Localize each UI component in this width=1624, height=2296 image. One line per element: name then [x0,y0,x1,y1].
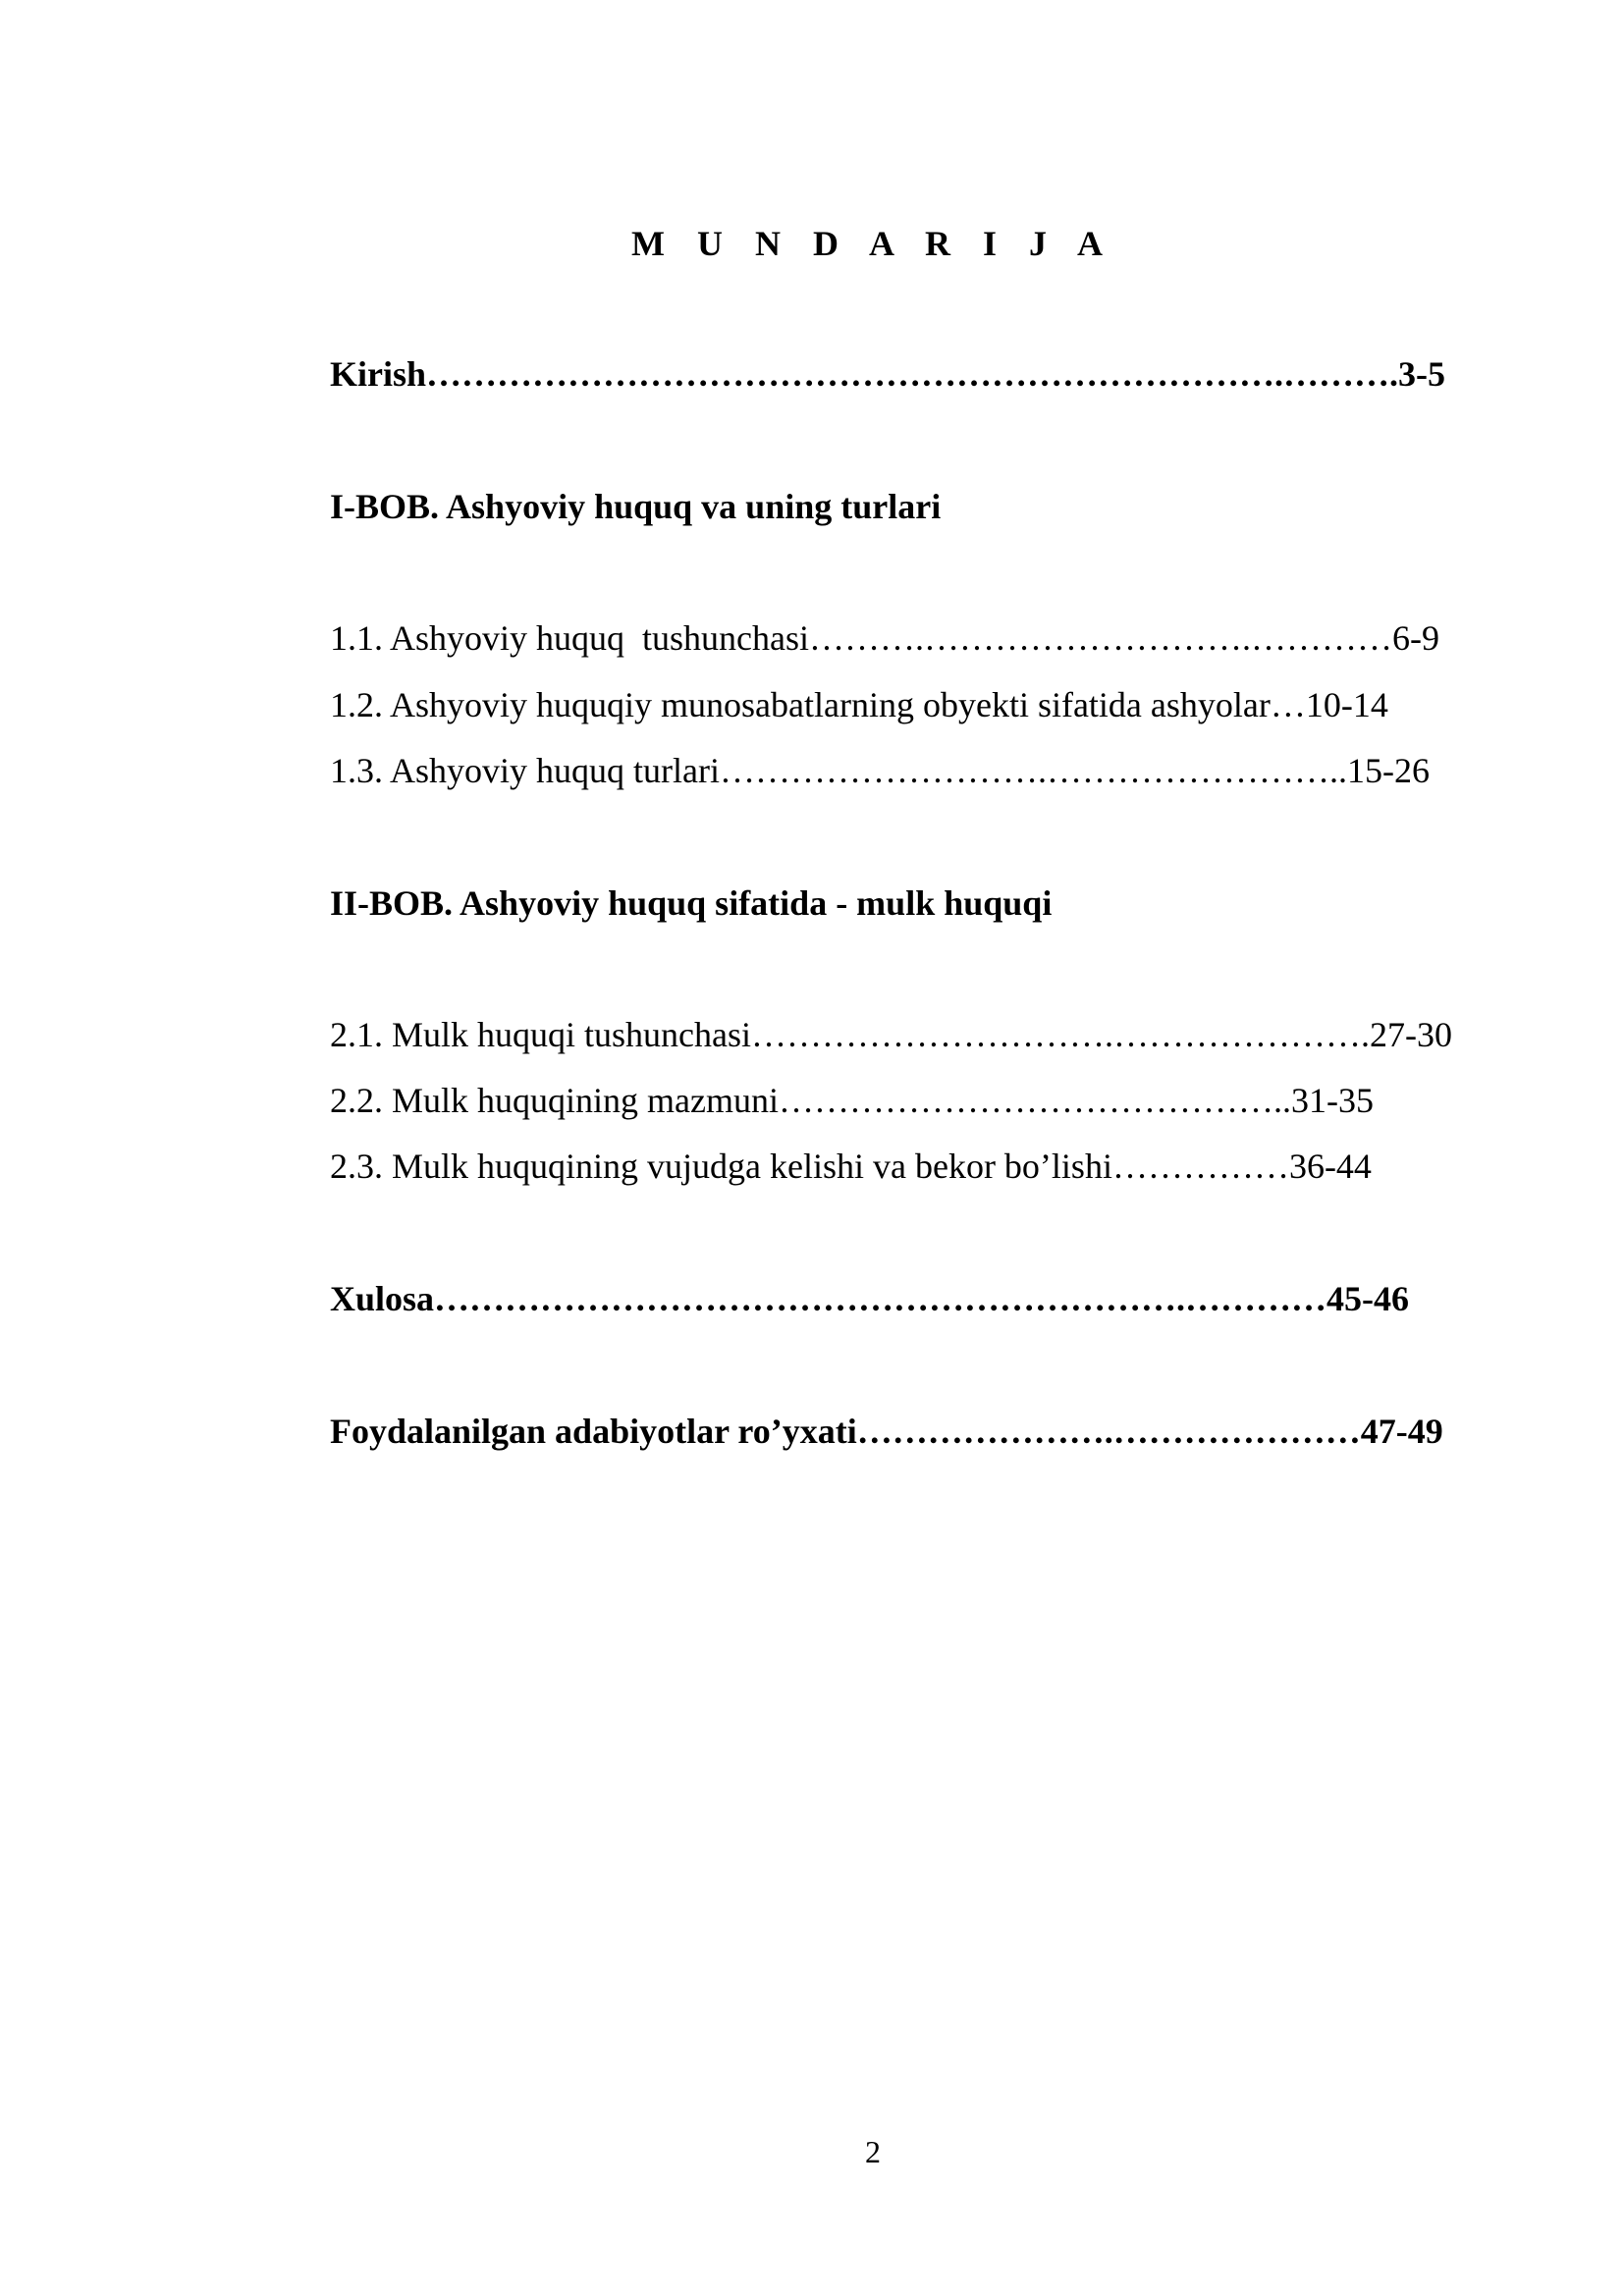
chapter1-heading: I-BOB. Ashyoviy huquq va uning turlari [330,487,942,526]
toc-entry-1-2: 1.2. Ashyoviy huquqiy munosabatlarning obyekti sifatida ashyolar…10-14 [330,685,1388,724]
toc-entry-1-3: 1.3. Ashyoviy huquq turlari……………………….……………………..15-26 [330,751,1430,790]
toc-entry-1-1: 1.1. Ashyoviy huquq tushunchasi……….……………………….…………6-9 [330,618,1439,658]
toc-entry-kirish: Kirish……………………………………………………………….……….3-5 [330,354,1446,394]
toc-entry-xulosa: Xulosa……………………………………………………….…………45-46 [330,1279,1410,1318]
page-title: M U N D A R I J A [630,224,1115,263]
toc-entry-2-2: 2.2. Mulk huquqining mazmuni……………………………………..31-35 [330,1081,1374,1120]
toc-entry-references: Foydalanilgan adabiyotlar ro’yxati………………….…………………47-49 [330,1412,1443,1451]
chapter2-heading: II-BOB. Ashyoviy huquq sifatida - mulk huquqi [330,883,1053,923]
page-number: 2 [865,2134,881,2169]
toc-entry-2-1: 2.1. Mulk huquqi tushunchasi………………………….………………….27-30 [330,1015,1452,1054]
toc-entry-2-3: 2.3. Mulk huquqining vujudga kelishi va bekor bo’lishi……………36-44 [330,1147,1372,1186]
